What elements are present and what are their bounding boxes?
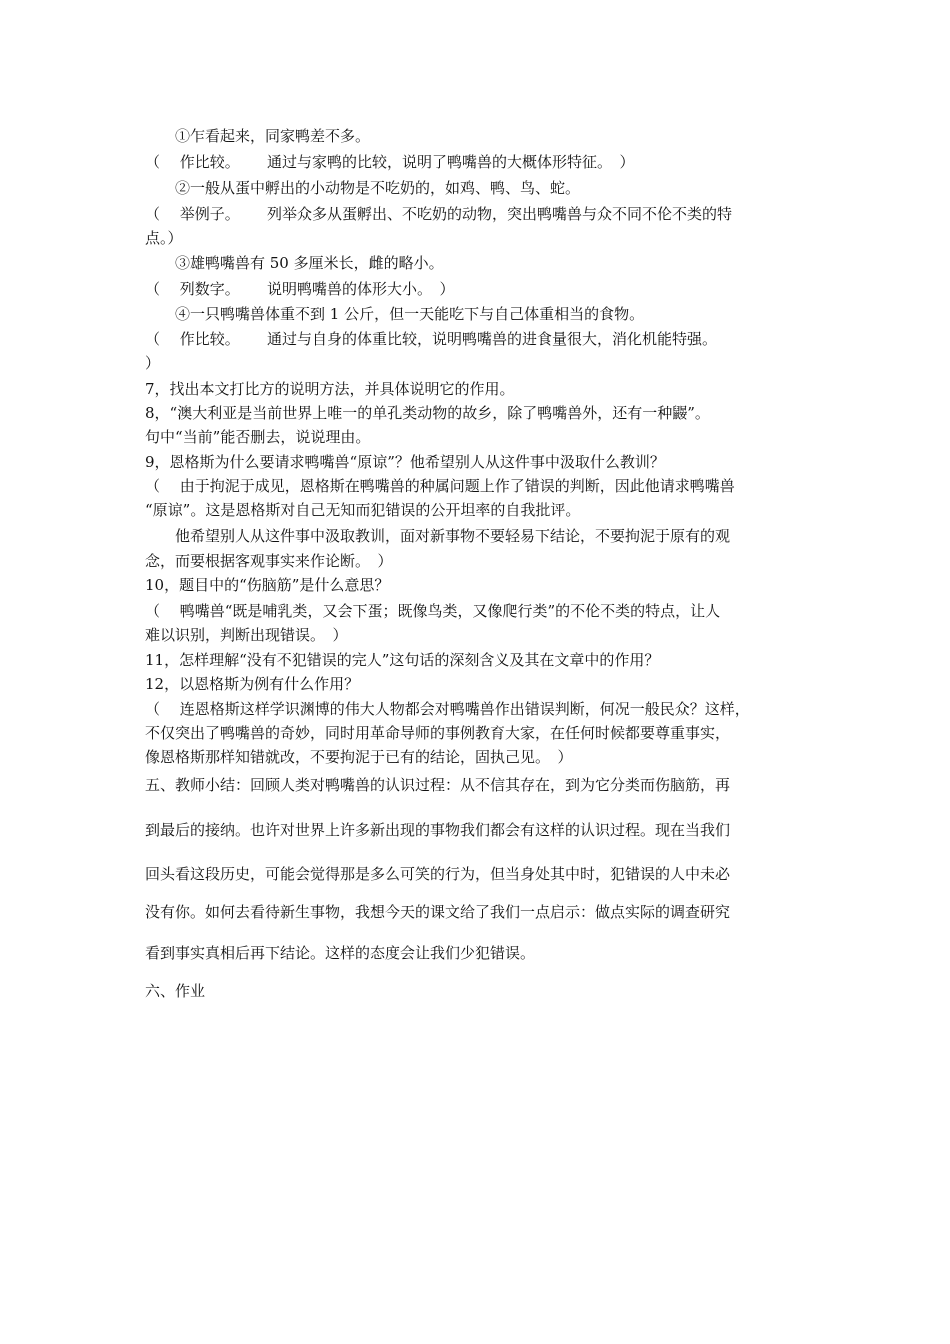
summary-line-4: 没有你。如何去看待新生事物，我想今天的课文给了我们一点启示：做点实际的调查研究 <box>145 903 731 921</box>
homework-heading: 六、作业 <box>145 982 206 1000</box>
example-4: ④一只鸭嘴兽体重不到 1 公斤，但一天能吃下与自己体重相当的食物。 <box>175 305 645 323</box>
summary-line-2: 到最后的接纳。也许对世界上许多新出现的事物我们都会有这样的认识过程。现在当我们 <box>145 821 731 839</box>
question-8-cont: 句中“当前”能否删去，说说理由。 <box>145 428 371 446</box>
question-11: 11，怎样理解“没有不犯错误的完人”这句话的深刻含义及其在文章中的作用？ <box>145 651 660 669</box>
example-1: ①乍看起来，同家鸭差不多。 <box>175 127 371 145</box>
answer-10-cont: 难以识别，判断出现错误。 ） <box>145 626 348 644</box>
summary-line-5: 看到事实真相后再下结论。这样的态度会让我们少犯错误。 <box>145 944 536 962</box>
answer-9: （ 由于拘泥于成见，恩格斯在鸭嘴兽的种属问题上作了错误的判断，因此他请求鸭嘴兽 <box>145 477 735 495</box>
answer-12: （ 连恩格斯这样学识渊博的伟大人物都会对鸭嘴兽作出错误判断，何况一般民众？这样， <box>145 700 750 718</box>
summary-line-3: 回头看这段历史，可能会觉得那是多么可笑的行为，但当身处其中时，犯错误的人中未必 <box>145 865 731 883</box>
example-3: ③雄鸭嘴兽有 50 多厘米长，雌的略小。 <box>175 254 444 272</box>
answer-12-cont: 不仅突出了鸭嘴兽的奇妙，同时用革命导师的事例教育大家，在任何时候都要尊重事实， <box>145 724 731 742</box>
answer-9-cont: “原谅”。这是恩格斯对自己无知而犯错误的公开坦率的自我批评。 <box>145 501 581 519</box>
answer-9-para2: 他希望别人从这件事中汲取教训，面对新事物不要轻易下结论，不要拘泥于原有的观 <box>175 527 731 545</box>
answer-1: （ 作比较。 通过与家鸭的比较，说明了鸭嘴兽的大概体形特征。 ） <box>145 153 635 171</box>
question-7: 7，找出本文打比方的说明方法，并具体说明它的作用。 <box>145 380 515 398</box>
answer-2-cont: 点。） <box>145 229 183 247</box>
answer-4: （ 作比较。 通过与自身的体重比较，说明鸭嘴兽的进食量很大，消化机能特强。 <box>145 330 718 348</box>
question-8: 8，“澳大利亚是当前世界上唯一的单孔类动物的故乡，除了鸭嘴兽外，还有一种鼹”。 <box>145 404 710 422</box>
answer-2: （ 举例子。 列举众多从蛋孵出、不吃奶的动物，突出鸭嘴兽与众不同不伦不类的特 <box>145 205 733 223</box>
answer-3: （ 列数字。 说明鸭嘴兽的体形大小。 ） <box>145 280 455 298</box>
example-2: ②一般从蛋中孵出的小动物是不吃奶的，如鸡、鸭、鸟、蛇。 <box>175 179 581 197</box>
question-10: 10，题目中的“伤脑筋”是什么意思？ <box>145 576 390 594</box>
question-9: 9，恩格斯为什么要请求鸭嘴兽“原谅”？他希望别人从这件事中汲取什么教训？ <box>145 453 665 471</box>
answer-12-cont2: 像恩格斯那样知错就改，不要拘泥于已有的结论，固执己见。 ） <box>145 748 573 766</box>
question-12: 12，以恩格斯为例有什么作用？ <box>145 675 360 693</box>
answer-9-para2-cont: 念，而要根据客观事实来作论断。 ） <box>145 552 393 570</box>
answer-4-cont: ） <box>145 354 161 372</box>
answer-10: （ 鸭嘴兽“既是哺乳类，又会下蛋；既像鸟类，又像爬行类”的不伦不类的特点，让人 <box>145 602 721 620</box>
summary-heading: 五、教师小结：回顾人类对鸭嘴兽的认识过程：从不信其存在，到为它分类而伤脑筋，再 <box>145 776 731 794</box>
